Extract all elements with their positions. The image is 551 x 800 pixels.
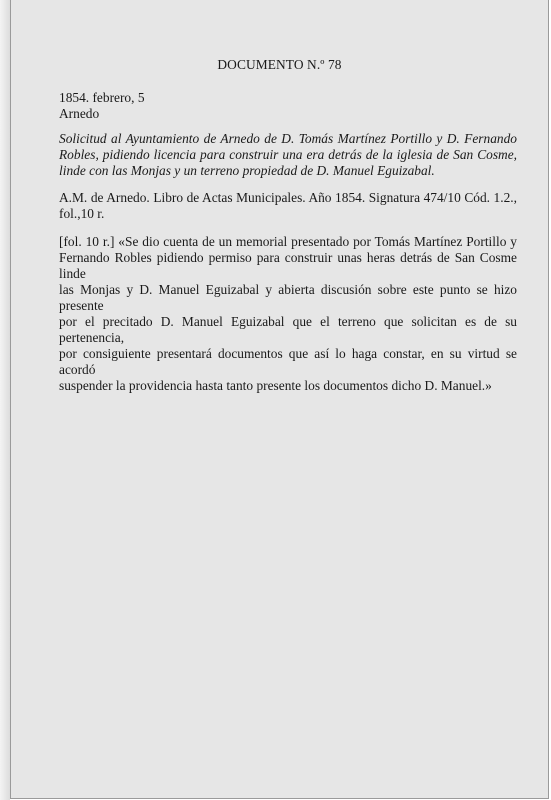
date-block — [59, 90, 517, 122]
transcription-line: [fol. 10 r.] «Se dio cuenta de un memorial presentado por Tomás Martínez Portillo y — [59, 234, 517, 249]
transcription-line: las Monjas y D. Manuel Eguizabal y abierta discusión sobre este punto se hizo presente — [59, 282, 517, 313]
summary-line: linde con las Monjas y un terreno propiedad de D. Manuel Eguizabal. — [59, 163, 435, 178]
transcription-line: por el precitado D. Manuel Eguizabal que el terreno que solicitan es de su pertenencia, — [59, 314, 517, 345]
source-line: fol.,10 r. — [59, 206, 105, 221]
document-page — [10, 0, 549, 799]
source-line: A.M. de Arnedo. Libro de Actas Municipales. Año 1854. Signatura 474/10 Cód. 1.2., — [59, 190, 517, 205]
document-title: DOCUMENTO N.º 78 — [217, 57, 342, 72]
date-line: 1854. febrero, 5 — [59, 90, 145, 105]
document-summary — [59, 131, 517, 179]
transcription-line: por consiguiente presentará documentos que así lo haga constar, en su virtud se acordó — [59, 346, 517, 377]
transcription-line: suspender la providencia hasta tanto presente los documentos dicho D. Manuel.» — [59, 378, 492, 393]
transcription-line: Fernando Robles pidiendo permiso para construir unas heras detrás de San Cosme linde — [59, 250, 517, 281]
summary-line: Solicitud al Ayuntamiento de Arnedo de D. Tomás Martínez Portillo y D. Fernando — [59, 131, 517, 146]
summary-line: Robles, pidiendo licencia para construir una era detrás de la iglesia de San Cosme, — [59, 147, 517, 162]
place-line: Arnedo — [59, 106, 100, 121]
transcription-text — [59, 234, 517, 394]
archival-source — [59, 190, 517, 222]
page-left-margin — [0, 0, 10, 800]
